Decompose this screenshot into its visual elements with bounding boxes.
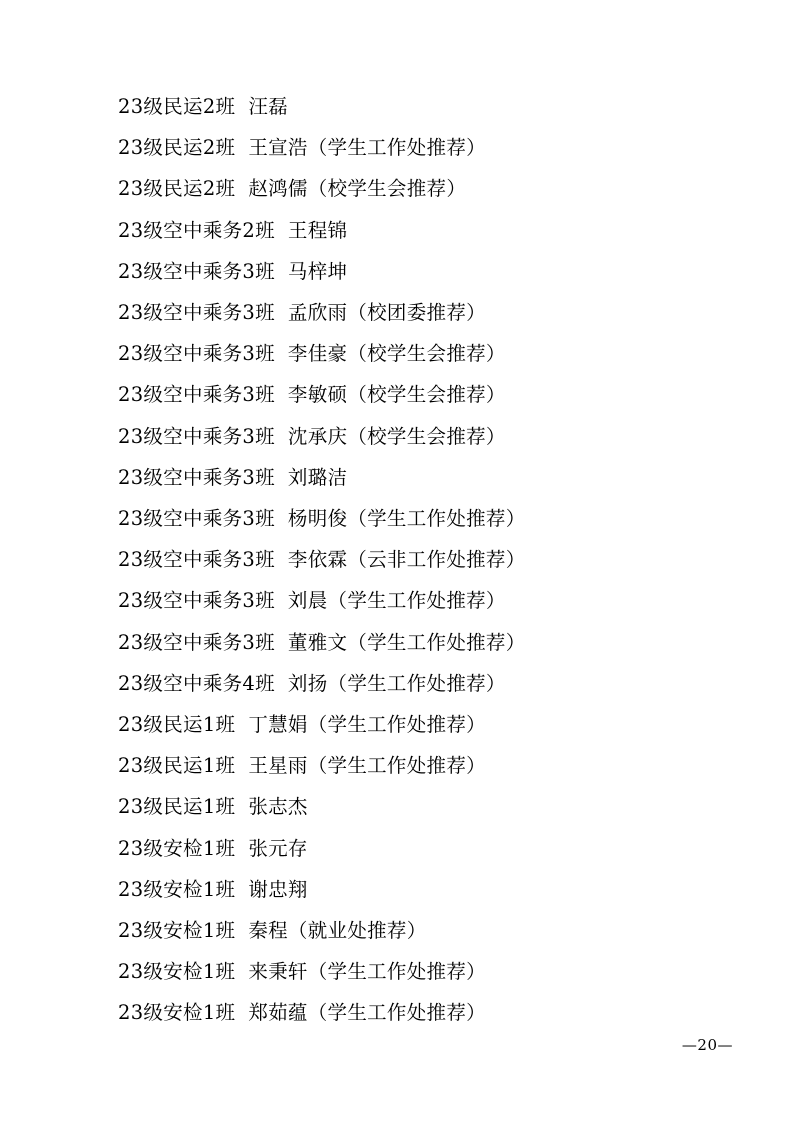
name-list bbox=[118, 86, 678, 1034]
list-item: 23级空中乘务3班 杨明俊（学生工作处推荐） bbox=[118, 507, 526, 531]
list-item: 23级空中乘务3班 沈承庆（校学生会推荐） bbox=[118, 424, 506, 448]
list-item: 23级安检1班 来秉轩（学生工作处推荐） bbox=[118, 960, 486, 984]
list-item: 23级安检1班 郑茹蕴（学生工作处推荐） bbox=[118, 1001, 486, 1025]
list-item: 23级空中乘务3班 李敏硕（校学生会推荐） bbox=[118, 383, 506, 407]
list-item: 23级民运1班 张志杰 bbox=[118, 795, 308, 819]
list-item: 23级空中乘务3班 马梓坤 bbox=[118, 259, 348, 283]
list-item: 23级安检1班 张元存 bbox=[118, 836, 308, 860]
list-item: 23级安检1班 秦程（就业处推荐） bbox=[118, 919, 427, 943]
list-item: 23级安检1班 谢忠翔 bbox=[118, 877, 308, 901]
list-item: 23级空中乘务2班 王程锦 bbox=[118, 218, 348, 242]
list-item: 23级民运1班 王星雨（学生工作处推荐） bbox=[118, 754, 486, 778]
list-item: 23级空中乘务3班 孟欣雨（校团委推荐） bbox=[118, 301, 486, 325]
list-item: 23级空中乘务3班 刘晨（学生工作处推荐） bbox=[118, 589, 506, 613]
list-item: 23级空中乘务4班 刘扬（学生工作处推荐） bbox=[118, 671, 506, 695]
list-item: 23级民运1班 丁慧娟（学生工作处推荐） bbox=[118, 713, 486, 737]
page-number: —20— bbox=[681, 1036, 733, 1054]
list-item: 23级民运2班 赵鸿儒（校学生会推荐） bbox=[118, 177, 467, 201]
list-item: 23级空中乘务3班 董雅文（学生工作处推荐） bbox=[118, 630, 526, 654]
list-item: 23级民运2班 王宣浩（学生工作处推荐） bbox=[118, 136, 486, 160]
list-item: 23级空中乘务3班 刘璐洁 bbox=[118, 465, 348, 489]
list-item: 23级空中乘务3班 李依霖（云非工作处推荐） bbox=[118, 548, 526, 572]
list-item: 23级民运2班 汪磊 bbox=[118, 95, 288, 118]
list-item: 23级空中乘务3班 李佳豪（校学生会推荐） bbox=[118, 342, 506, 366]
